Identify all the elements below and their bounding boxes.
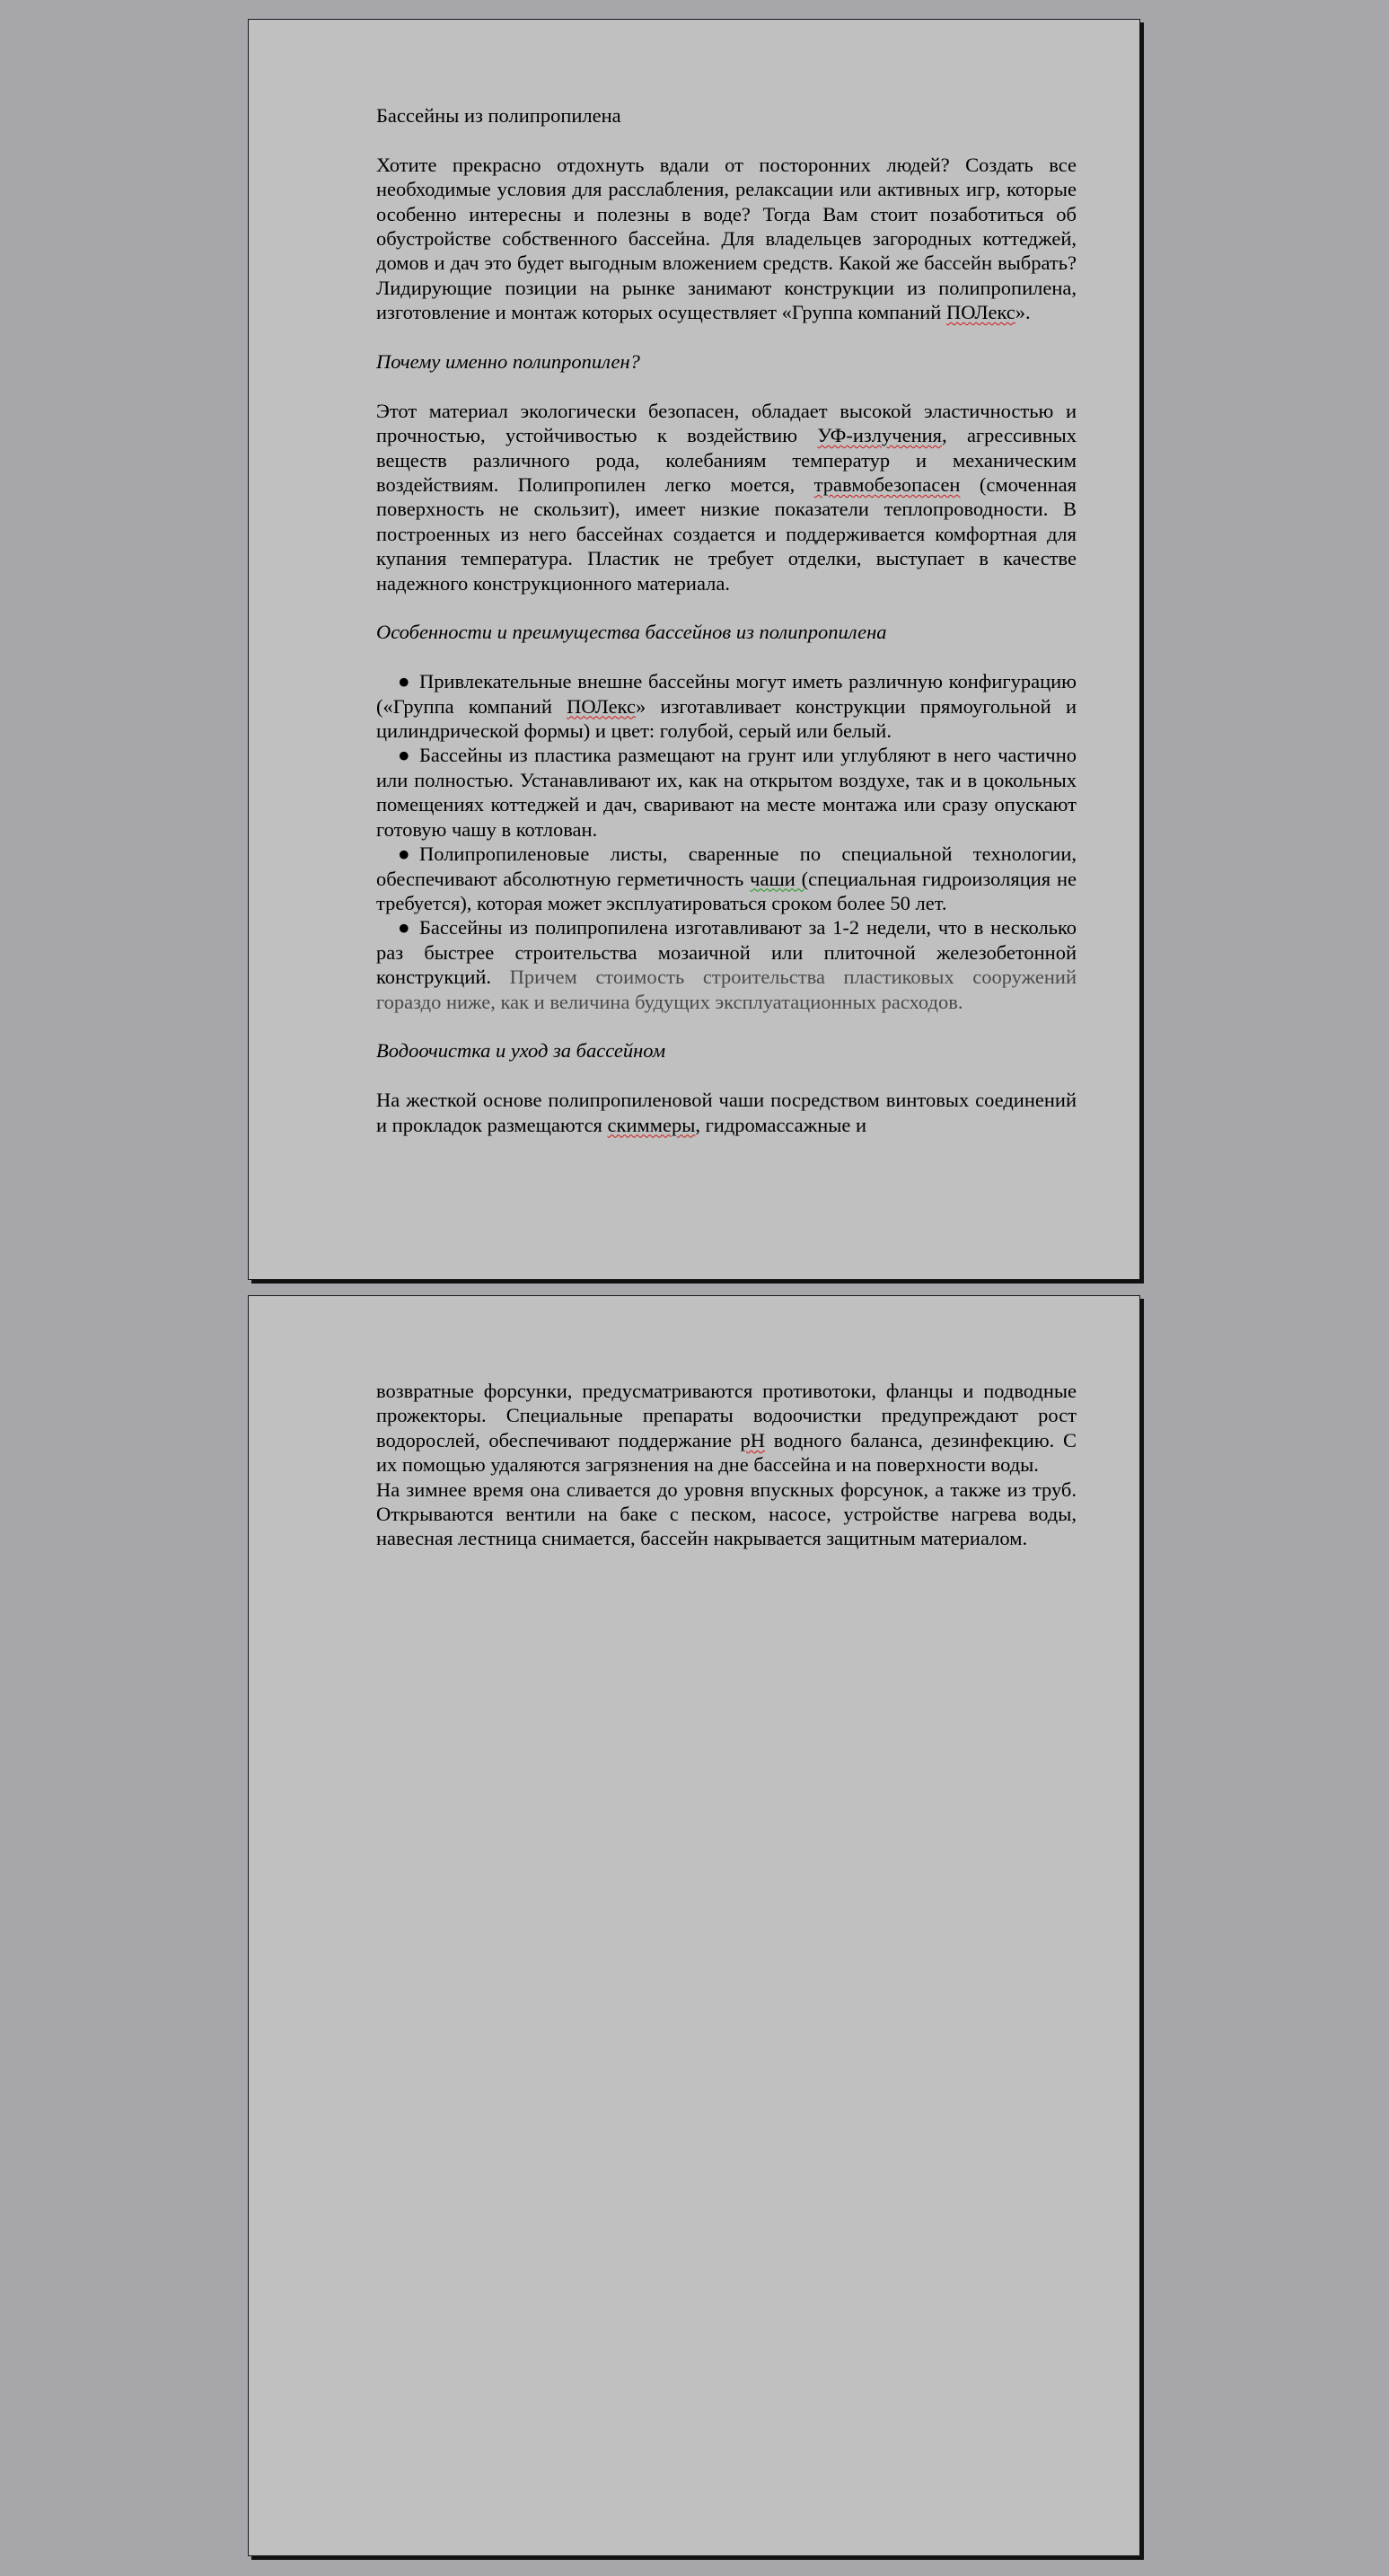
bullet-4-text-1: Бассейны из полипропилена изготавливают за 1-2 недели, что в несколько раз быстрее строительства мозаичной или плиточной железобетонной конструкций. bbox=[376, 916, 1077, 989]
spelling-flag-brand: ПОЛекс bbox=[945, 301, 1015, 324]
bullet-3-text-2: специальная гидроизоляция не требуется), которая может эксплуатироваться сроком более 50 лет. bbox=[376, 867, 1077, 914]
spelling-flag-uv: УФ-излучения bbox=[817, 424, 943, 447]
continued-text-2: водного баланса, дезинфекцию. С их помощью удаляются загрязнения на дне бассейна и на поверхности воды. bbox=[376, 1428, 1077, 1477]
bullet-icon: ● bbox=[398, 744, 410, 767]
intro-text-1: Хотите прекрасно отдохнуть вдали от посторонних людей? Создать все необходимые условия для расслабления, релаксации или активных игр, которые особенно интересны и полезны в воде? Тогда Вам стоит позаботиться об обустройстве собственного бассейна. Для владельцев загородных коттеджей, домов и дач это будет выгодным вложением средств. Какой же бассейн выбрать? Лидирующие позиции на рынке занимают конструкции из полипропилена, изготовление и монтаж которых осуществляет «Группа компаний bbox=[376, 153, 1077, 324]
continued-text-1: возвратные форсунки, предусматриваются противотоки, фланцы и подводные прожекторы. Специальные препараты водоочистки предупреждают рост водорослей, обеспечивают поддержание bbox=[376, 1380, 1077, 1451]
bullet-icon: ● bbox=[398, 916, 410, 940]
document-page-1 bbox=[248, 19, 1140, 1280]
bullet-4-text-2: Причем стоимость строительства пластиковых сооружений гораздо ниже, как и величина будущих эксплуатационных расходов. bbox=[376, 966, 1077, 1013]
intro-paragraph bbox=[376, 153, 1077, 325]
why-text-3: (смоченная поверхность не скользит), имеет низкие показатели теплопроводности. В построенных из него бассейнах создается и поддерживается комфортная для купания температура. Пластик не требует отделки, выступает в качестве надежного конструкционного материала. bbox=[376, 473, 1077, 595]
page-1-text-body[interactable] bbox=[376, 103, 1077, 1137]
bullet-2-text: Бассейны из пластика размещают на грунт или углубляют в него частично или полностью. Устанавливают их, как на открытом воздухе, так и в цокольных помещениях коттеджей и дач, сваривают на месте монтажа или сразу опускают готовую чашу в котлован. bbox=[376, 744, 1077, 841]
spelling-flag-skimmers: скиммеры bbox=[607, 1113, 696, 1136]
list-item bbox=[376, 842, 1077, 915]
spelling-flag-safe: травмобезопасен bbox=[813, 473, 961, 497]
why-paragraph bbox=[376, 399, 1077, 595]
list-item bbox=[376, 669, 1077, 743]
winter-paragraph: На зимнее время она сливается до уровня впускных форсунок, а также из труб. Открываются вентили на баке с песком, насосе, устройстве нагрева воды, навесная лестница снимается, бассейн накрывается защитным материалом. bbox=[376, 1478, 1077, 1550]
cleaning-continued-paragraph bbox=[376, 1379, 1077, 1478]
heading-cleaning: Водоочистка и уход за бассейном bbox=[376, 1039, 666, 1063]
features-list bbox=[376, 669, 1077, 1014]
cleaning-paragraph bbox=[376, 1088, 1077, 1137]
document-title: Бассейны из полипропилена bbox=[376, 104, 621, 127]
heading-why-polypropylene: Почему именно полипропилен? bbox=[376, 350, 640, 374]
spelling-flag-brand: ПОЛекс bbox=[567, 694, 636, 718]
bullet-icon: ● bbox=[398, 842, 410, 866]
heading-features: Особенности и преимущества бассейнов из полипропилена bbox=[376, 621, 887, 644]
spelling-flag-ph: рН bbox=[740, 1428, 766, 1451]
page-2-text-body[interactable] bbox=[376, 1379, 1077, 1551]
bullet-3-text-1: Полипропиленовые листы, сваренные по специальной технологии, обеспечивают абсолютную герметичность bbox=[376, 842, 1077, 890]
why-text-1: Этот материал экологически безопасен, обладает высокой эластичностью и прочностью, устойчивостью к воздействию bbox=[376, 399, 1077, 447]
bullet-icon: ● bbox=[398, 670, 410, 693]
bullet-1-text-1: Привлекательные внешне бассейны могут иметь различную конфигурацию («Группа компаний bbox=[376, 670, 1077, 718]
intro-text-2: ». bbox=[1015, 301, 1031, 324]
why-text-2: , агрессивных веществ различного рода, колебаниям температур и механическим воздействиям. Полипропилен легко моется, bbox=[376, 424, 1077, 497]
list-item bbox=[376, 743, 1077, 842]
list-item bbox=[376, 915, 1077, 1014]
document-page-2 bbox=[248, 1295, 1140, 2556]
cleaning-text-2: , гидромассажные и bbox=[695, 1113, 867, 1136]
cleaning-text-1: На жесткой основе полипропиленовой чаши посредством винтовых соединений и прокладок размещаются bbox=[376, 1089, 1077, 1136]
grammar-flag: чаши ( bbox=[750, 867, 809, 890]
bullet-1-text-2: » изготавливает конструкции прямоугольной и цилиндрической формы) и цвет: голубой, серый или белый. bbox=[376, 694, 1077, 743]
